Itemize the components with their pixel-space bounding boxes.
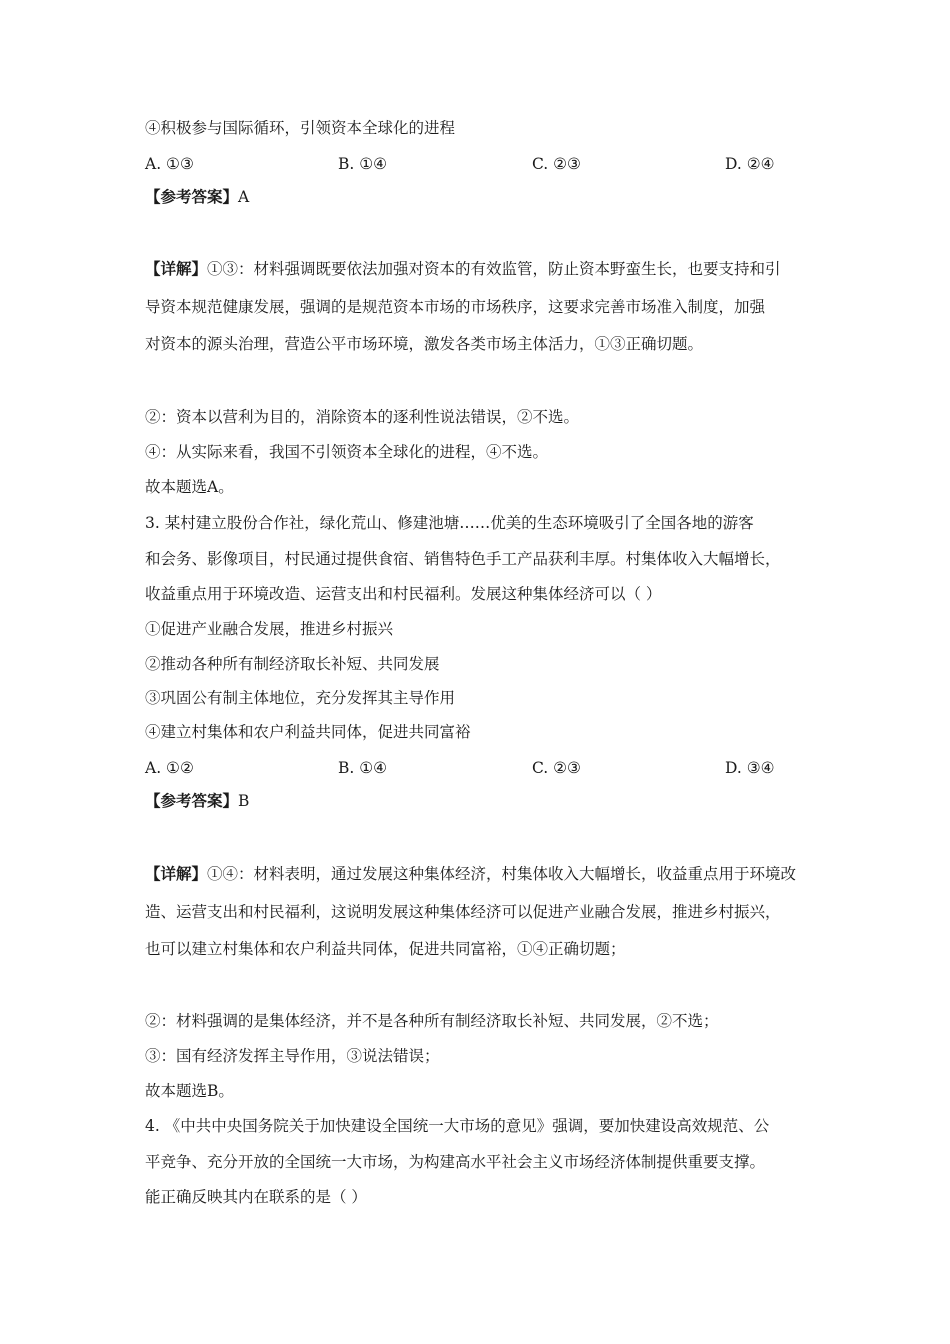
detail-text: ①④：材料表明，通过发展这种集体经济，村集体收入大幅增长，收益重点用于环境改 xyxy=(207,865,797,883)
q3-stem-line-2: 和会务、影像项目，村民通过提供食宿、销售特色手工产品获利丰厚。村集体收入大幅增长， xyxy=(145,550,781,568)
q3-note-2: ③：国有经济发挥主导作用，③说法错误； xyxy=(145,1047,440,1065)
q4-stem-line-3: 能正确反映其内在联系的是（ ） xyxy=(145,1188,367,1206)
q3-choice-b: B. ①④ xyxy=(338,759,388,777)
detail-label: 【详解】 xyxy=(145,864,208,883)
q2-choice-a: A. ①③ xyxy=(145,155,194,173)
q3-option-1: ①促进产业融合发展，推进乡村振兴 xyxy=(145,620,394,638)
q3-choice-d: D. ③④ xyxy=(725,759,775,777)
q2-detail-line-3: 对资本的源头治理，营造公平市场环境，激发各类市场主体活力，①③正确切题。 xyxy=(145,335,704,353)
q2-choice-c: C. ②③ xyxy=(532,155,581,173)
q3-choice-a: A. ①② xyxy=(145,759,194,777)
q2-detail-line-1 xyxy=(145,259,781,279)
answer-value: B xyxy=(238,792,250,810)
q2-option-4: ④积极参与国际循环，引领资本全球化的进程 xyxy=(145,119,456,137)
q2-conclusion: 故本题选A。 xyxy=(145,478,234,496)
q3-conclusion: 故本题选B。 xyxy=(145,1082,234,1100)
q3-answer xyxy=(145,791,249,811)
answer-label: 【参考答案】 xyxy=(145,791,239,810)
q2-note-1: ②：资本以营利为目的，消除资本的逐利性说法错误，②不选。 xyxy=(145,408,580,426)
q3-option-3: ③巩固公有制主体地位，充分发挥其主导作用 xyxy=(145,689,456,707)
q2-note-2: ④：从实际来看，我国不引领资本全球化的进程，④不选。 xyxy=(145,443,549,461)
q3-note-1: ②：材料强调的是集体经济，并不是各种所有制经济取长补短、共同发展，②不选； xyxy=(145,1012,719,1030)
q2-choice-b: B. ①④ xyxy=(338,155,388,173)
q4-stem-line-2: 平竞争、充分开放的全国统一大市场，为构建高水平社会主义市场经济体制提供重要支撑。 xyxy=(145,1153,766,1171)
q2-detail-line-2: 导资本规范健康发展，强调的是规范资本市场的市场秩序，这要求完善市场准入制度，加强 xyxy=(145,298,766,316)
q2-answer xyxy=(145,187,249,207)
q3-choice-c: C. ②③ xyxy=(532,759,581,777)
q3-stem-line-3: 收益重点用于环境改造、运营支出和村民福利。发展这种集体经济可以（ ） xyxy=(145,585,662,603)
q3-stem-line-1: 3. 某村建立股份合作社，绿化荒山、修建池塘……优美的生态环境吸引了全国各地的游客 xyxy=(145,514,754,532)
q2-choice-d: D. ②④ xyxy=(725,155,775,173)
q3-option-4: ④建立村集体和农户利益共同体，促进共同富裕 xyxy=(145,723,471,741)
answer-value: A xyxy=(238,188,250,206)
q3-detail-line-3: 也可以建立村集体和农户利益共同体，促进共同富裕，①④正确切题； xyxy=(145,940,626,958)
answer-label: 【参考答案】 xyxy=(145,187,239,206)
detail-label: 【详解】 xyxy=(145,259,208,278)
q3-detail-line-2: 造、运营支出和村民福利，这说明发展这种集体经济可以促进产业融合发展，推进乡村振兴， xyxy=(145,903,781,921)
detail-text: ①③：材料强调既要依法加强对资本的有效监管，防止资本野蛮生长，也要支持和引 xyxy=(207,260,781,278)
q4-stem-line-1: 4. 《中共中央国务院关于加快建设全国统一大市场的意见》强调，要加快建设高效规范、公 xyxy=(145,1117,770,1135)
q3-detail-line-1 xyxy=(145,864,796,884)
q3-option-2: ②推动各种所有制经济取长补短、共同发展 xyxy=(145,655,440,673)
